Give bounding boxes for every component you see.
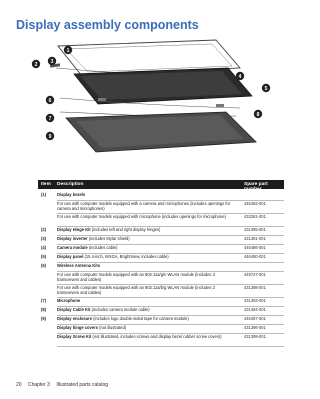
row-description (57, 201, 233, 211)
svg-text:2: 2 (34, 61, 38, 68)
row-item-number: (8) (41, 307, 47, 312)
table-row (38, 254, 284, 263)
row-note: (includes Mylar shield) (88, 236, 130, 241)
row-item-number: (9) (41, 316, 47, 321)
table-row (38, 245, 284, 254)
row-spare-part-number: 431393-001 (244, 298, 266, 303)
row-note: (includes cable) (88, 245, 118, 250)
row-description (57, 316, 233, 321)
row-description (57, 263, 233, 268)
row-title: Display Screw Kit (57, 334, 92, 339)
table-row (38, 263, 284, 272)
callout-1 (64, 46, 72, 54)
row-title: Display Cable Kit (57, 307, 91, 312)
row-spare-part-number: 446487-001 (244, 316, 266, 321)
svg-text:9: 9 (48, 133, 52, 140)
chapter-label: Chapter 3 (27, 382, 50, 388)
callout-4 (236, 72, 244, 80)
row-title: Display panel (57, 254, 84, 259)
svg-text:4: 4 (238, 73, 242, 80)
row-description (57, 214, 233, 219)
row-note: (includes camera module cable) (91, 307, 150, 312)
row-description (57, 236, 233, 241)
table-row (38, 285, 284, 298)
callout-8 (254, 110, 262, 118)
row-item-number: (2) (41, 227, 47, 232)
display-assembly-exploded-diagram (16, 38, 284, 156)
row-item-number: (1) (41, 192, 47, 197)
row-item-number: (4) (41, 245, 47, 250)
row-note: (15.4-inch, WXGA, BrightView, includes cable) (84, 254, 169, 259)
row-note: (not illustrated) (99, 325, 127, 330)
row-note: For use with computer models equipped with a camera and microphones (includes openings for camera and microphones) (57, 201, 231, 211)
header-description: Description (57, 181, 84, 187)
svg-text:5: 5 (264, 85, 268, 92)
row-note: For use with computer models equipped with microphone (includes openings for microphone) (57, 214, 226, 219)
table-row (38, 334, 284, 347)
row-description (57, 245, 233, 250)
row-note: (includes logo double-sided tape for camera module) (93, 316, 189, 321)
table-header (38, 180, 284, 192)
table-row (38, 298, 284, 307)
callout-7 (46, 114, 54, 122)
row-description (57, 272, 233, 282)
row-spare-part-number: 446480-001 (244, 254, 266, 259)
row-title: Display inverter (57, 236, 88, 241)
callout-6 (46, 96, 54, 104)
row-spare-part-number: 431396-001 (244, 325, 266, 330)
svg-text:3: 3 (50, 58, 54, 65)
row-title: Microphone (57, 298, 81, 303)
row-note: (not illustrated, includes screws and display bezel rubber screw covers) (92, 334, 222, 339)
display-enclosure-illustration (66, 112, 256, 152)
table-row (38, 214, 284, 227)
row-note: For use with computer models equipped with an 802.11a/b/g WLAN module (includes 2 transceivers and cables) (57, 285, 215, 295)
row-description (57, 307, 233, 312)
table-row (38, 316, 284, 325)
table-row (38, 272, 284, 285)
table-row (38, 201, 284, 214)
row-divider (57, 346, 284, 347)
row-title: Display hinge covers (57, 325, 98, 330)
row-note: (includes left and right display hinges) (91, 227, 161, 232)
row-title: Wireless Antenna Kits (57, 263, 101, 268)
row-spare-part-number: 446482-001 (244, 201, 266, 206)
row-description (57, 285, 233, 295)
row-spare-part-number: 431398-001 (244, 285, 266, 290)
header-spare-part-number: Spare part number (244, 181, 268, 192)
svg-text:7: 7 (48, 115, 52, 122)
row-description (57, 254, 233, 259)
callout-3 (48, 57, 56, 65)
callout-2 (32, 60, 40, 68)
table-row (38, 325, 284, 334)
page-number: 20 (16, 382, 22, 388)
row-spare-part-number: 431399-001 (244, 334, 266, 339)
row-title: Display bezels (57, 192, 86, 197)
table-row (38, 307, 284, 316)
header-item: Item (41, 181, 51, 187)
table-row (38, 227, 284, 236)
row-title: Display Hinge Kit (57, 227, 91, 232)
table-row (38, 236, 284, 245)
row-description (57, 192, 233, 197)
row-spare-part-number: 431394-001 (244, 307, 266, 312)
page-footer (16, 382, 113, 388)
row-item-number: (6) (41, 263, 47, 268)
spare-parts-table (38, 180, 284, 339)
callout-9 (46, 132, 54, 140)
svg-text:8: 8 (256, 111, 260, 118)
row-title: Display enclosure (57, 316, 93, 321)
row-spare-part-number: 449727-001 (244, 272, 266, 277)
row-title: Camera module (57, 245, 88, 250)
svg-text:6: 6 (48, 97, 52, 104)
row-description (57, 334, 233, 339)
svg-text:1: 1 (66, 47, 70, 54)
row-spare-part-number: 431395-001 (244, 227, 266, 232)
row-spare-part-number: 431391-001 (244, 236, 266, 241)
row-item-number: (3) (41, 236, 47, 241)
callout-5 (262, 84, 270, 92)
row-description (57, 298, 233, 303)
row-item-number: (7) (41, 298, 47, 303)
row-description (57, 325, 233, 330)
row-spare-part-number: 433281-001 (244, 214, 266, 219)
row-item-number: (5) (41, 254, 47, 259)
row-description (57, 227, 233, 232)
section-label: Illustrated parts catalog (56, 382, 109, 388)
table-row (38, 192, 284, 201)
page-title: Display assembly components (16, 18, 199, 32)
row-spare-part-number: 446486-001 (244, 245, 266, 250)
row-note: For use with computer models equipped with an 802.11a/g/n WLAN module (includes 3 transceivers and cables) (57, 272, 215, 282)
